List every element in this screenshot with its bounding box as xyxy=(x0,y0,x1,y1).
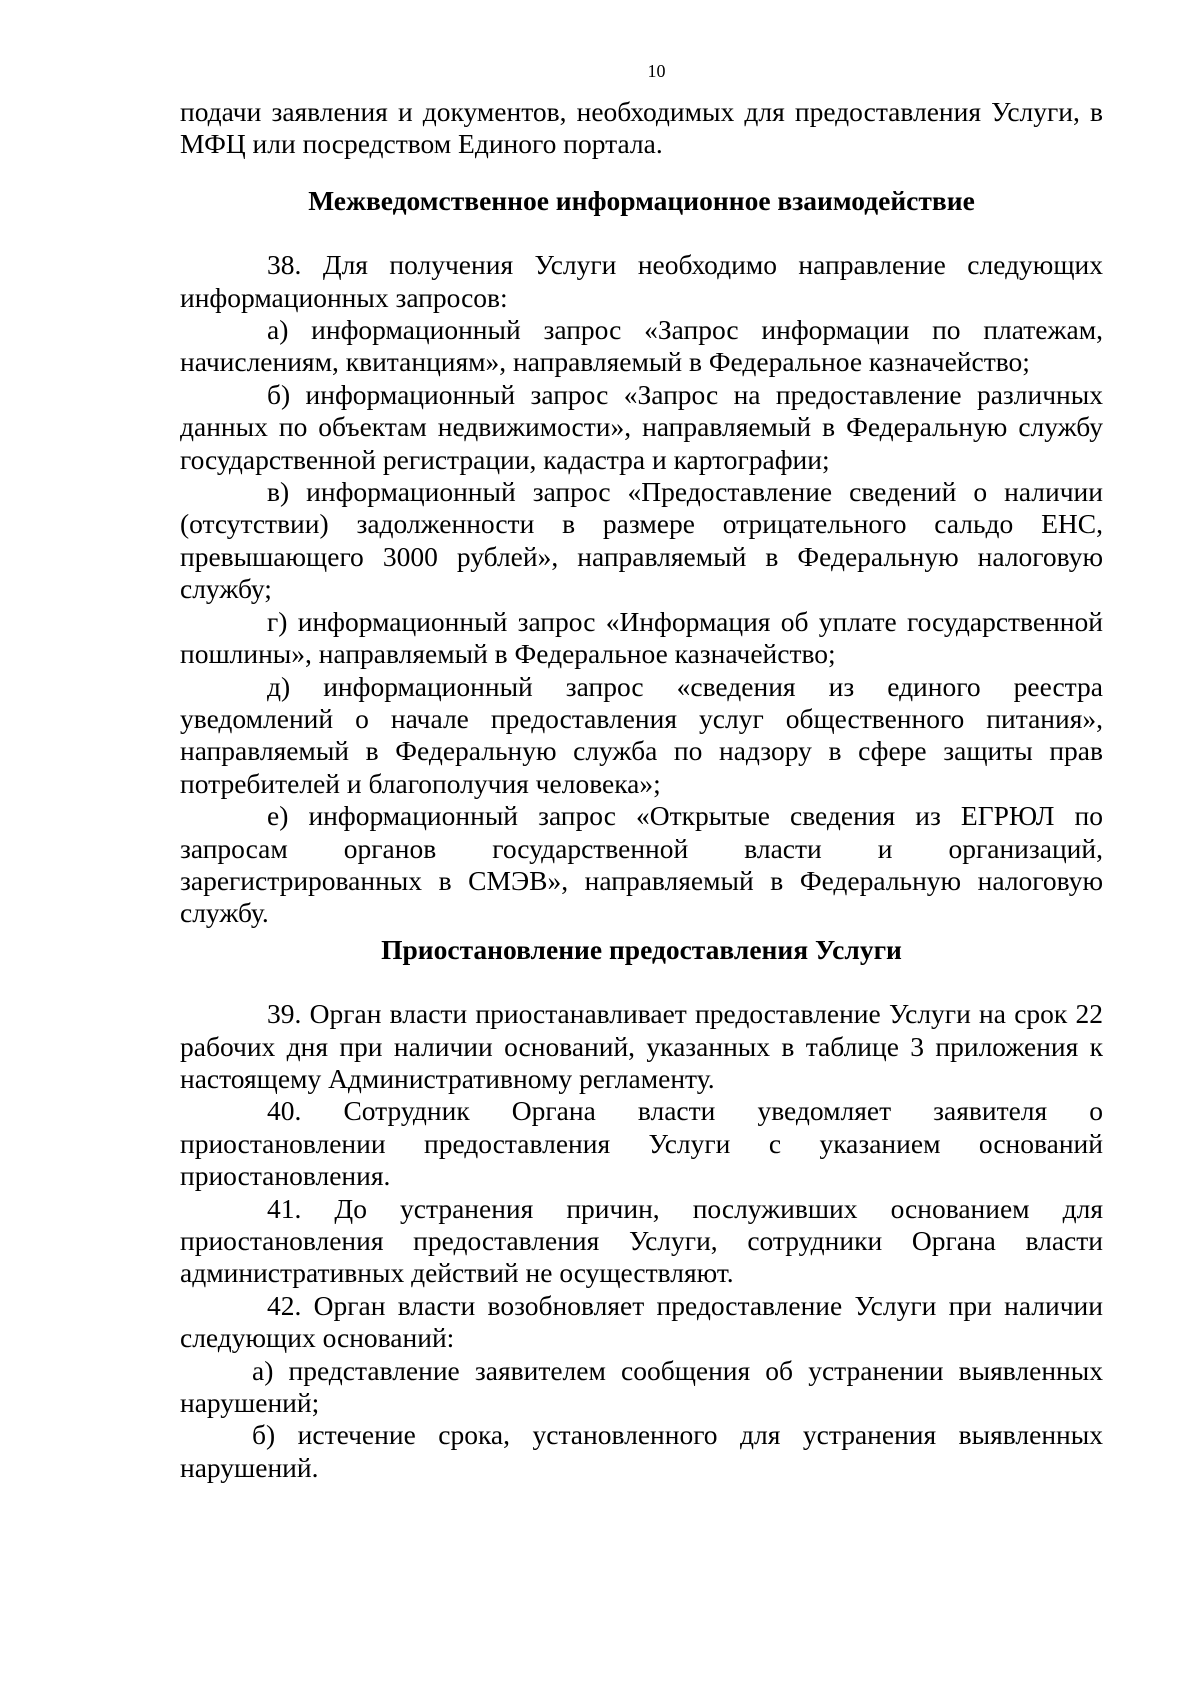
paragraph-38-a: а) информационный запрос «Запрос информации по платежам, начислениям, квитанциям», направляемый в Федеральное казначейство; xyxy=(180,314,1103,378)
paragraph-38-b: б) информационный запрос «Запрос на предоставление различных данных по объектам недвижимости», направляемый в Федеральную службу государственной регистрации, кадастра и картографии; xyxy=(180,378,1103,475)
paragraph-38-d: д) информационный запрос «сведения из единого реестра уведомлений о начале предоставления услуг общественного питания», направляемый в Федеральную служба по надзору в сфере защиты прав потребителей и благополучия человека»; xyxy=(180,670,1103,799)
paragraph-42-a: а) представление заявителем сообщения об устранении выявленных нарушений; xyxy=(180,1354,1103,1419)
intro-paragraph: подачи заявления и документов, необходимых для предоставления Услуги, в МФЦ или посредством Единого портала. xyxy=(180,96,1103,160)
page-number: 10 xyxy=(647,61,666,81)
paragraph-39: 39. Орган власти приостанавливает предоставление Услуги на срок 22 рабочих дня при наличии оснований, указанных в таблице 3 приложения к настоящему Административному регламенту. xyxy=(180,998,1103,1094)
paragraph-41: 41. До устранения причин, послуживших основанием для приостановления предоставления Услуги, сотрудники Органа власти административных действий не осуществляют. xyxy=(180,1192,1103,1289)
document-page xyxy=(180,56,1103,1484)
paragraph-38-v: в) информационный запрос «Предоставление сведений о наличии (отсутствии) задолженности в размере отрицательного сальдо ЕНС, превышающего 3000 рублей», направляемый в Федеральную налоговую службу; xyxy=(180,476,1103,605)
paragraph-38: 38. Для получения Услуги необходимо направление следующих информационных запросов: xyxy=(180,249,1103,313)
section-heading-suspension: Приостановление предоставления Услуги xyxy=(381,933,902,965)
paragraph-42-b: б) истечение срока, установленного для устранения выявленных нарушений. xyxy=(180,1419,1103,1483)
paragraph-42: 42. Орган власти возобновляет предоставление Услуги при наличии следующих оснований: xyxy=(180,1289,1103,1354)
paragraph-38-e: е) информационный запрос «Открытые сведения из ЕГРЮЛ по запросам органов государственной власти и организаций, зарегистрированных в СМЭВ», направляемый в Федеральную налоговую службу. xyxy=(180,800,1103,929)
paragraph-40: 40. Сотрудник Органа власти уведомляет заявителя о приостановлении предоставления Услуги с указанием оснований приостановления. xyxy=(180,1095,1103,1192)
paragraph-38-g: г) информационный запрос «Информация об уплате государственной пошлины», направляемый в Федеральное казначейство; xyxy=(180,605,1103,670)
section-heading-interagency: Межведомственное информационное взаимодействие xyxy=(308,184,975,216)
